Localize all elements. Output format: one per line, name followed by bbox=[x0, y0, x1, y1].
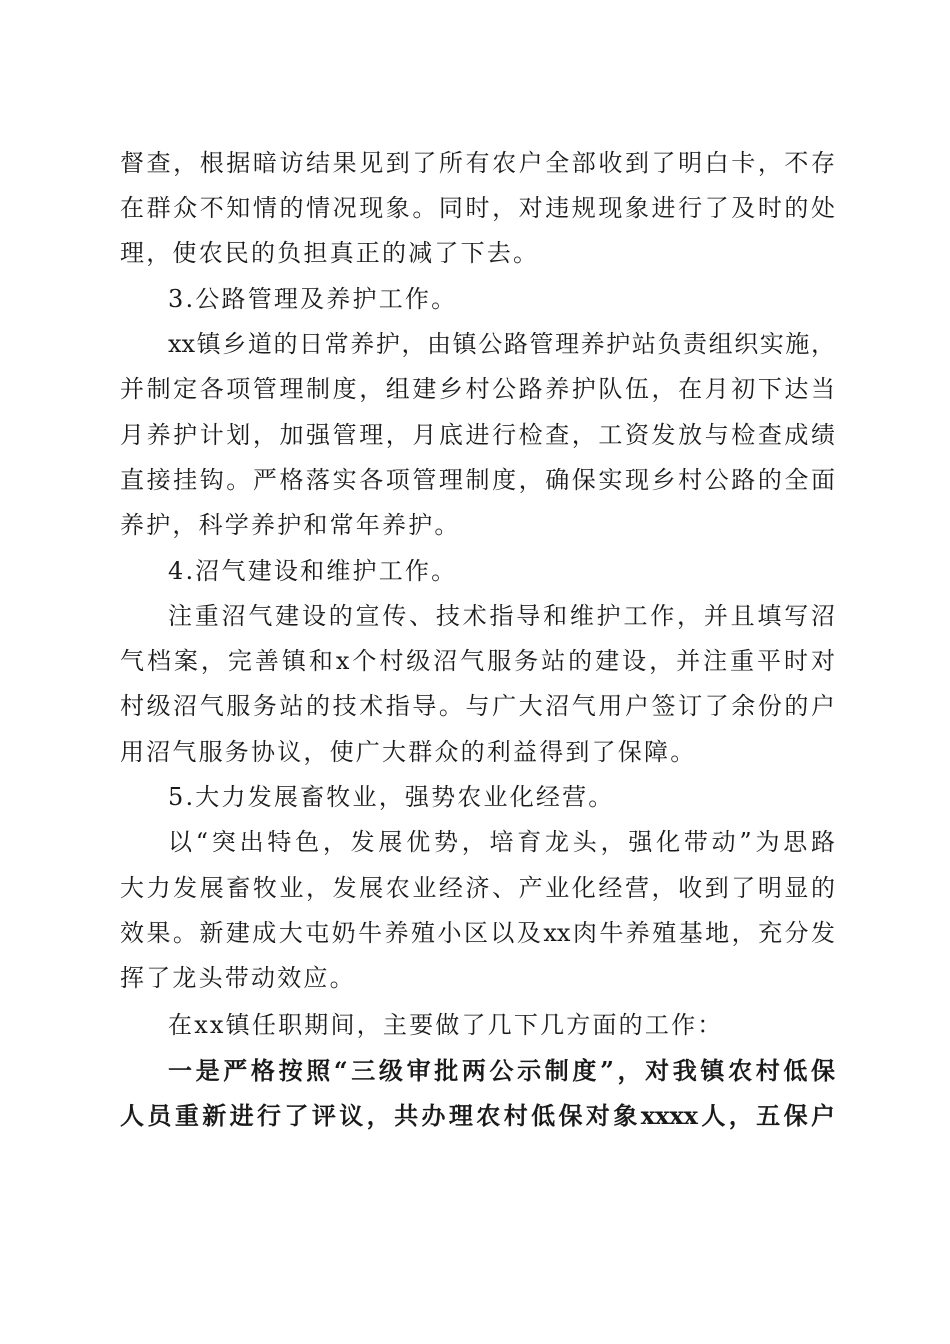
paragraph-line: 在群众不知情的情况现象。同时，对违规现象进行了及时的处 bbox=[120, 194, 835, 222]
paragraph-line: 气档案，完善镇和x个村级沼气服务站的建设，并注重平时对 bbox=[120, 647, 835, 675]
paragraph-line: 理，使农民的负担真正的减了下去。 bbox=[120, 239, 540, 267]
paragraph-line: 挥了龙头带动效应。 bbox=[120, 964, 356, 992]
paragraph-line: 以“突出特色，发展优势，培育龙头，强化带动”为思路 bbox=[168, 828, 835, 856]
paragraph-line: 并制定各项管理制度，组建乡村公路养护队伍，在月初下达当 bbox=[120, 375, 835, 403]
paragraph-line-bold: 一是严格按照“三级审批两公示制度”，对我镇农村低保 bbox=[168, 1056, 835, 1085]
paragraph-line: 养护，科学养护和常年养护。 bbox=[120, 511, 461, 539]
paragraph-line: 效果。新建成大屯奶牛养殖小区以及xx肉牛养殖基地，充分发 bbox=[120, 919, 835, 947]
paragraph-line: 在xx镇任职期间，主要做了几下几方面的工作： bbox=[168, 1011, 724, 1039]
paragraph-line-bold: 人员重新进行了评议，共办理农村低保对象xxxx人，五保户 bbox=[120, 1101, 835, 1130]
paragraph-line: 督查，根据暗访结果见到了所有农户全部收到了明白卡，不存 bbox=[120, 149, 835, 177]
section-heading: 3.公路管理及养护工作。 bbox=[168, 285, 458, 313]
paragraph-line: xx镇乡道的日常养护，由镇公路管理养护站负责组织实施， bbox=[168, 330, 835, 358]
paragraph-line: 村级沼气服务站的技术指导。与广大沼气用户签订了余份的户 bbox=[120, 692, 835, 720]
paragraph-line: 用沼气服务协议，使广大群众的利益得到了保障。 bbox=[120, 738, 697, 766]
paragraph-line: 大力发展畜牧业，发展农业经济、产业化经营，收到了明显的 bbox=[120, 874, 835, 902]
section-heading: 4.沼气建设和维护工作。 bbox=[168, 557, 458, 585]
section-heading: 5.大力发展畜牧业，强势农业化经营。 bbox=[168, 783, 615, 811]
paragraph-line: 注重沼气建设的宣传、技术指导和维护工作，并且填写沼 bbox=[168, 602, 835, 630]
paragraph-line: 月养护计划，加强管理，月底进行检查，工资发放与检查成绩 bbox=[120, 421, 835, 449]
paragraph-line: 直接挂钩。严格落实各项管理制度，确保实现乡村公路的全面 bbox=[120, 466, 835, 494]
